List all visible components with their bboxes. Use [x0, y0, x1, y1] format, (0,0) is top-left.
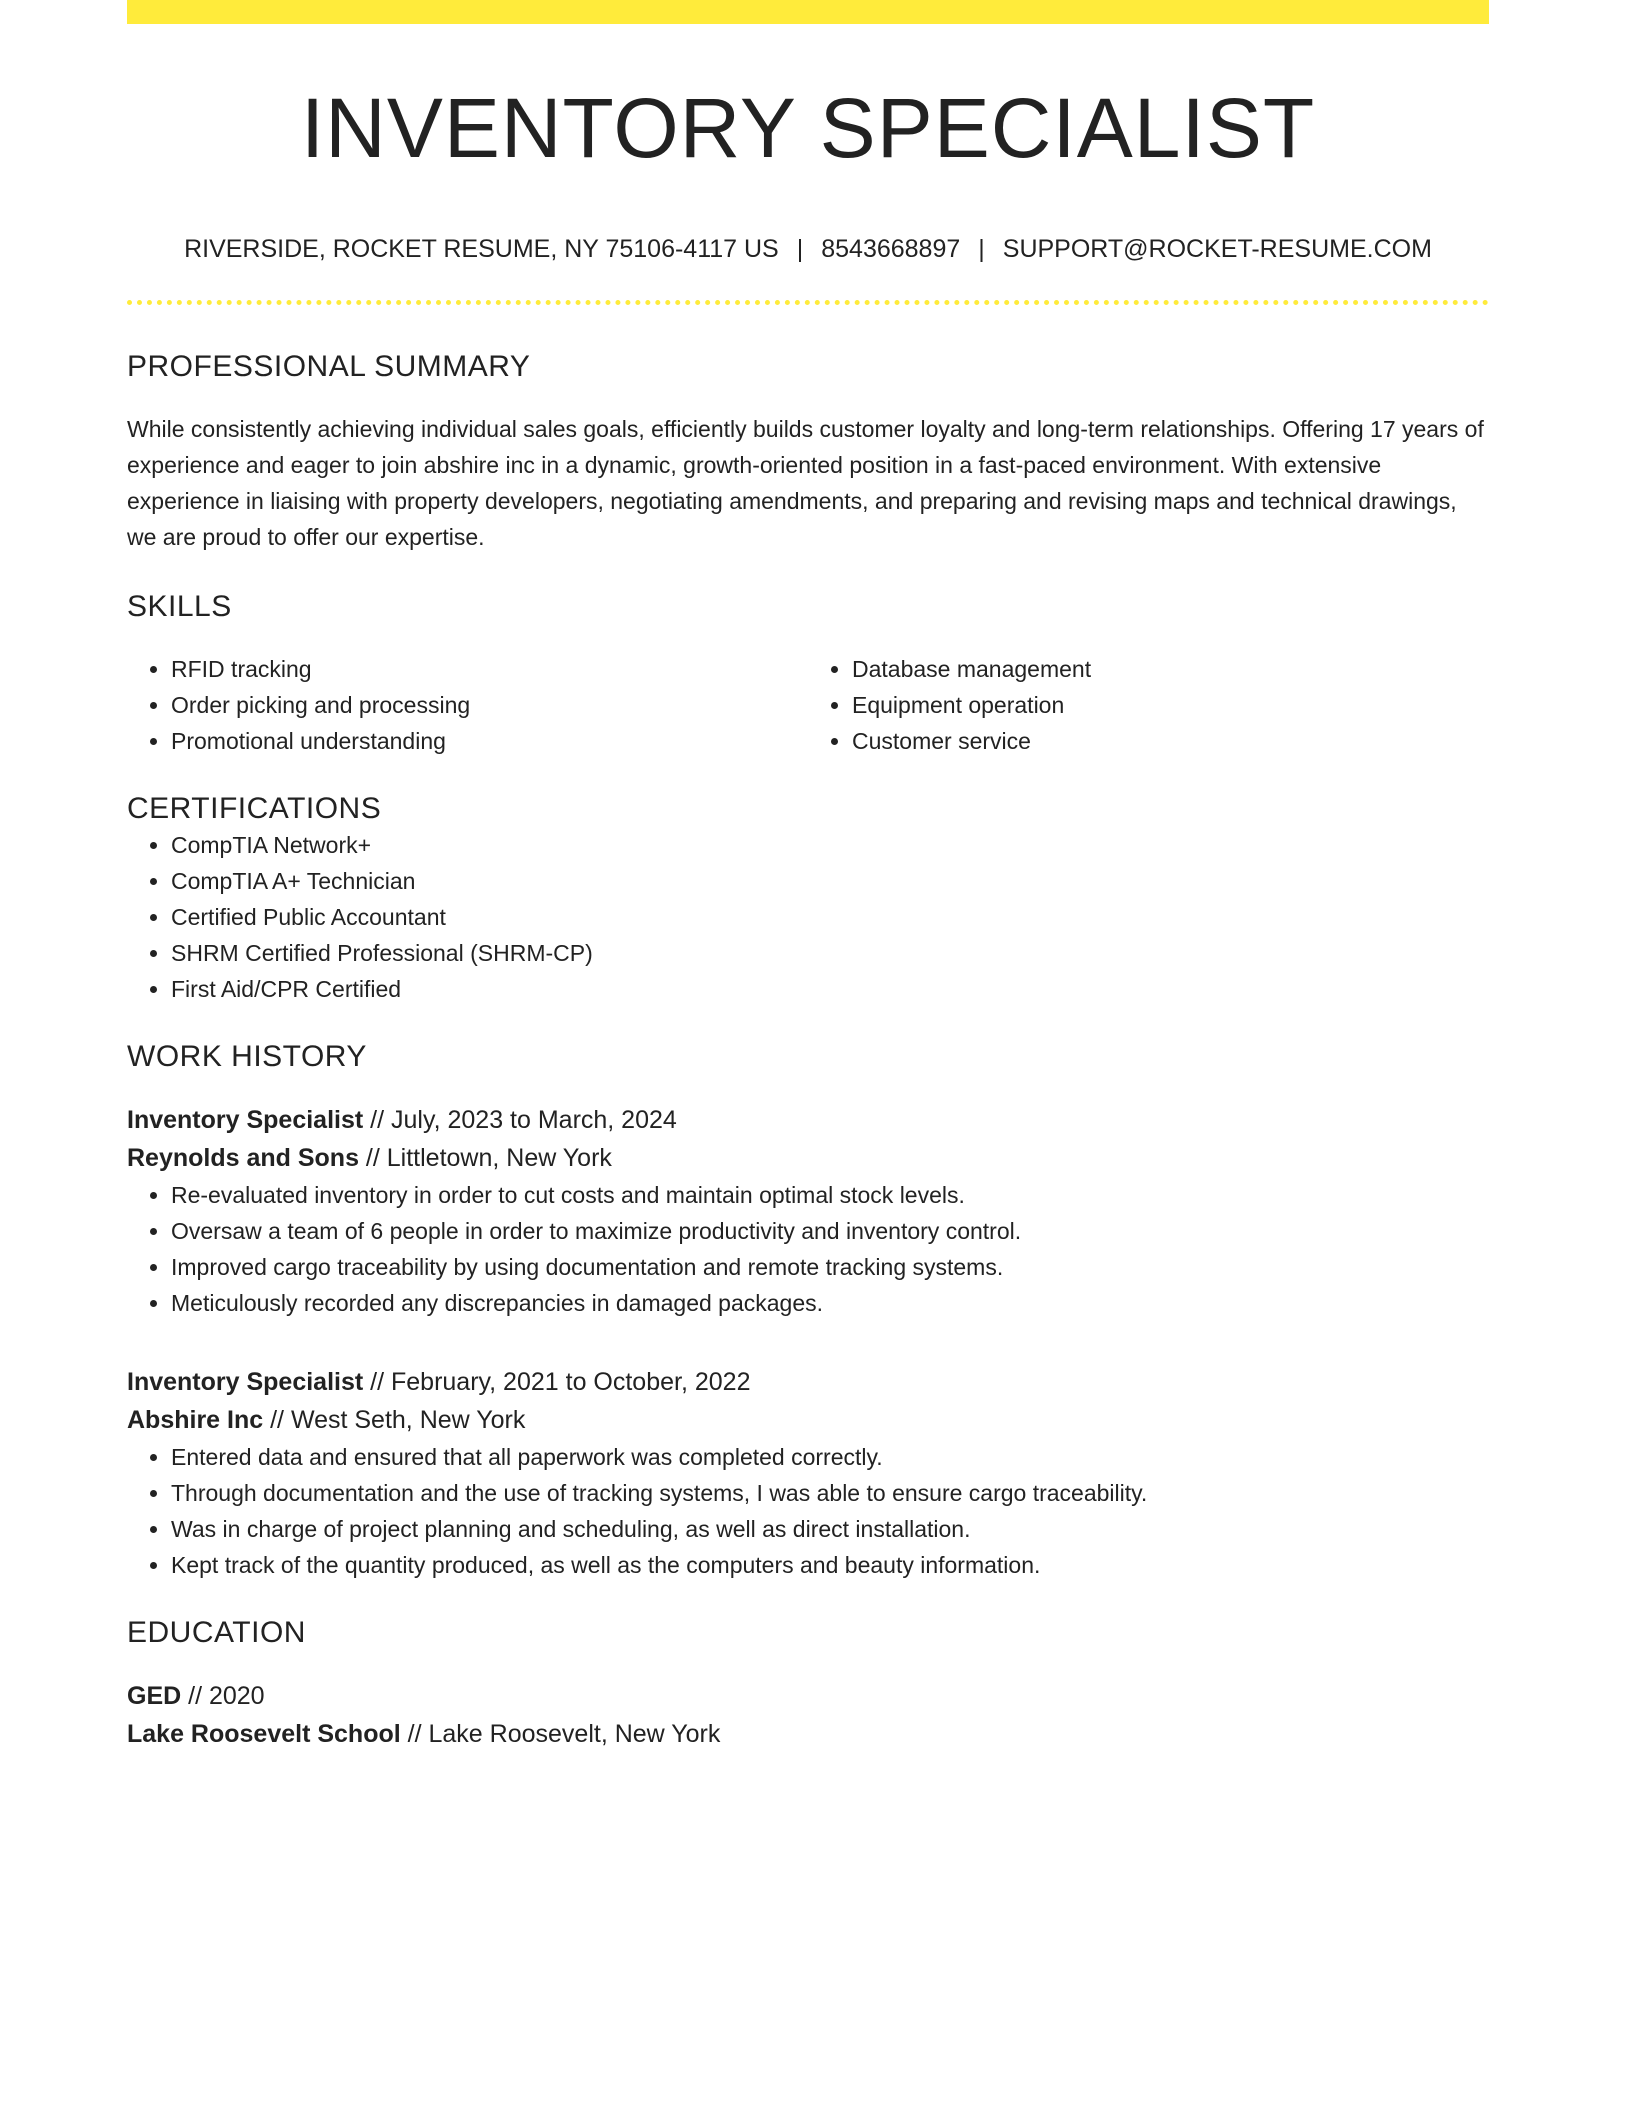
skills-list-left [127, 651, 808, 759]
skill-item: • RFID tracking [171, 651, 808, 687]
skill-item: • Database management [852, 651, 1489, 687]
work-history-heading: WORK HISTORY [127, 1040, 367, 1073]
job-duty-item: • Kept track of the quantity produced, as well as the computers and beauty information. [171, 1547, 1489, 1583]
job-entry [127, 1363, 1489, 1583]
dotted-divider [127, 300, 1489, 305]
skill-item: • Promotional understanding [171, 723, 808, 759]
resume-title: INVENTORY SPECIALIST [300, 81, 1316, 175]
job-company: Reynolds and Sons [127, 1144, 359, 1172]
job-company-line [127, 1401, 1489, 1439]
certification-item: • First Aid/CPR Certified [171, 971, 1489, 1007]
job-role-line [127, 1101, 1489, 1139]
skills-list-right [808, 651, 1489, 759]
skill-item: • Customer service [852, 723, 1489, 759]
contact-email: SUPPORT@ROCKET-RESUME.COM [1002, 235, 1432, 263]
job-location: // Littletown, New York [358, 1144, 612, 1172]
job-duties-list [127, 1177, 1489, 1321]
job-duties-list [127, 1439, 1489, 1583]
contact-separator: | [796, 235, 804, 263]
certification-item: • Certified Public Accountant [171, 899, 1489, 935]
contact-separator: | [978, 235, 985, 263]
skills-grid [127, 651, 1489, 759]
certification-item: • CompTIA A+ Technician [171, 863, 1489, 899]
skills-heading: SKILLS [127, 590, 232, 623]
job-duty-item: • Through documentation and the use of tracking systems, I was able to ensure cargo traceability. [171, 1475, 1489, 1511]
education-location: // Lake Roosevelt, New York [400, 1720, 721, 1748]
job-duty-item: • Oversaw a team of 6 people in order to maximize productivity and inventory control. [171, 1213, 1489, 1249]
job-company: Abshire Inc [127, 1406, 264, 1434]
job-role: Inventory Specialist [127, 1368, 364, 1396]
job-duty-item: • Entered data and ensured that all paperwork was completed correctly. [171, 1439, 1489, 1475]
top-accent-bar [127, 0, 1489, 24]
education-school-line [127, 1715, 1489, 1753]
job-duty-item: • Improved cargo traceability by using documentation and remote tracking systems. [171, 1249, 1489, 1285]
job-company-line [127, 1139, 1489, 1177]
education-school: Lake Roosevelt School [127, 1720, 401, 1748]
resume-page [127, 0, 1489, 1753]
job-entry [127, 1101, 1489, 1321]
job-duty-item: • Meticulously recorded any discrepancies in damaged packages. [171, 1285, 1489, 1321]
job-role-line [127, 1363, 1489, 1401]
contact-address: RIVERSIDE, ROCKET RESUME, NY 75106-4117 US [184, 235, 779, 263]
education-heading: EDUCATION [127, 1616, 306, 1649]
contact-phone: 8543668897 [821, 235, 961, 263]
certification-item: • SHRM Certified Professional (SHRM-CP) [171, 935, 1489, 971]
job-duty-item: • Was in charge of project planning and scheduling, as well as direct installation. [171, 1511, 1489, 1547]
contact-line [127, 234, 1489, 264]
job-dates: // July, 2023 to March, 2024 [363, 1106, 677, 1134]
certifications-list [127, 827, 1489, 1007]
job-location: // West Seth, New York [263, 1406, 526, 1434]
summary-text: While consistently achieving individual sales goals, efficiently builds customer loyalty and long-term relationships. Offering 17 years of experience and eager to join abshire inc in a dynamic, growth-oriented position in a fast-paced environment. With extensive experience in liaising with property developers, negotiating amendments, and preparing and revising maps and technical drawings, we are proud to offer our expertise. [127, 416, 1484, 550]
education-year: // 2020 [181, 1682, 265, 1710]
education-entry [127, 1677, 1489, 1753]
skill-item: • Order picking and processing [171, 687, 808, 723]
education-degree: GED [127, 1682, 182, 1710]
summary-heading: PROFESSIONAL SUMMARY [127, 350, 531, 383]
certification-item: • CompTIA Network+ [171, 827, 1489, 863]
job-role: Inventory Specialist [127, 1106, 364, 1134]
skill-item: • Equipment operation [852, 687, 1489, 723]
certifications-heading: CERTIFICATIONS [127, 792, 382, 825]
job-dates: // February, 2021 to October, 2022 [363, 1368, 751, 1396]
education-degree-line [127, 1677, 1489, 1715]
job-duty-item: • Re-evaluated inventory in order to cut costs and maintain optimal stock levels. [171, 1177, 1489, 1213]
